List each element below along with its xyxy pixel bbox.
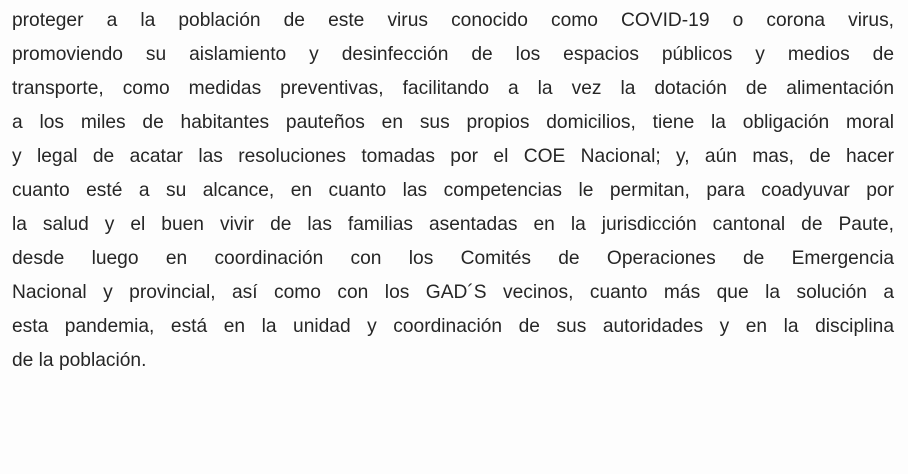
text-line-8: desde luego en coordinación con los Comités de Operaciones de Emergencia (12, 248, 894, 269)
text-line-9: Nacional y provincial, así como con los GAD´S vecinos, cuanto más que la solución a (12, 282, 894, 303)
text-line-7: la salud y el buen vivir de las familias asentadas en la jurisdicción cantonal de Paute, (12, 214, 894, 235)
text-line-2: promoviendo su aislamiento y desinfección de los espacios públicos y medios de (12, 44, 894, 65)
text-line-4: a los miles de habitantes pauteños en sus propios domicilios, tiene la obligación moral (12, 112, 894, 133)
text-line-11: de la población. (12, 350, 147, 371)
text-line-1: proteger a la población de este virus conocido como COVID-19 o corona virus, (12, 10, 894, 31)
text-line-5: y legal de acatar las resoluciones tomadas por el COE Nacional; y, aún mas, de hacer (12, 146, 894, 167)
text-line-3: transporte, como medidas preventivas, facilitando a la vez la dotación de alimentación (12, 78, 894, 99)
body-paragraph (12, 4, 894, 378)
text-line-10: esta pandemia, está en la unidad y coordinación de sus autoridades y en la disciplina (12, 316, 894, 337)
text-line-6: cuanto esté a su alcance, en cuanto las competencias le permitan, para coadyuvar por (12, 180, 894, 201)
